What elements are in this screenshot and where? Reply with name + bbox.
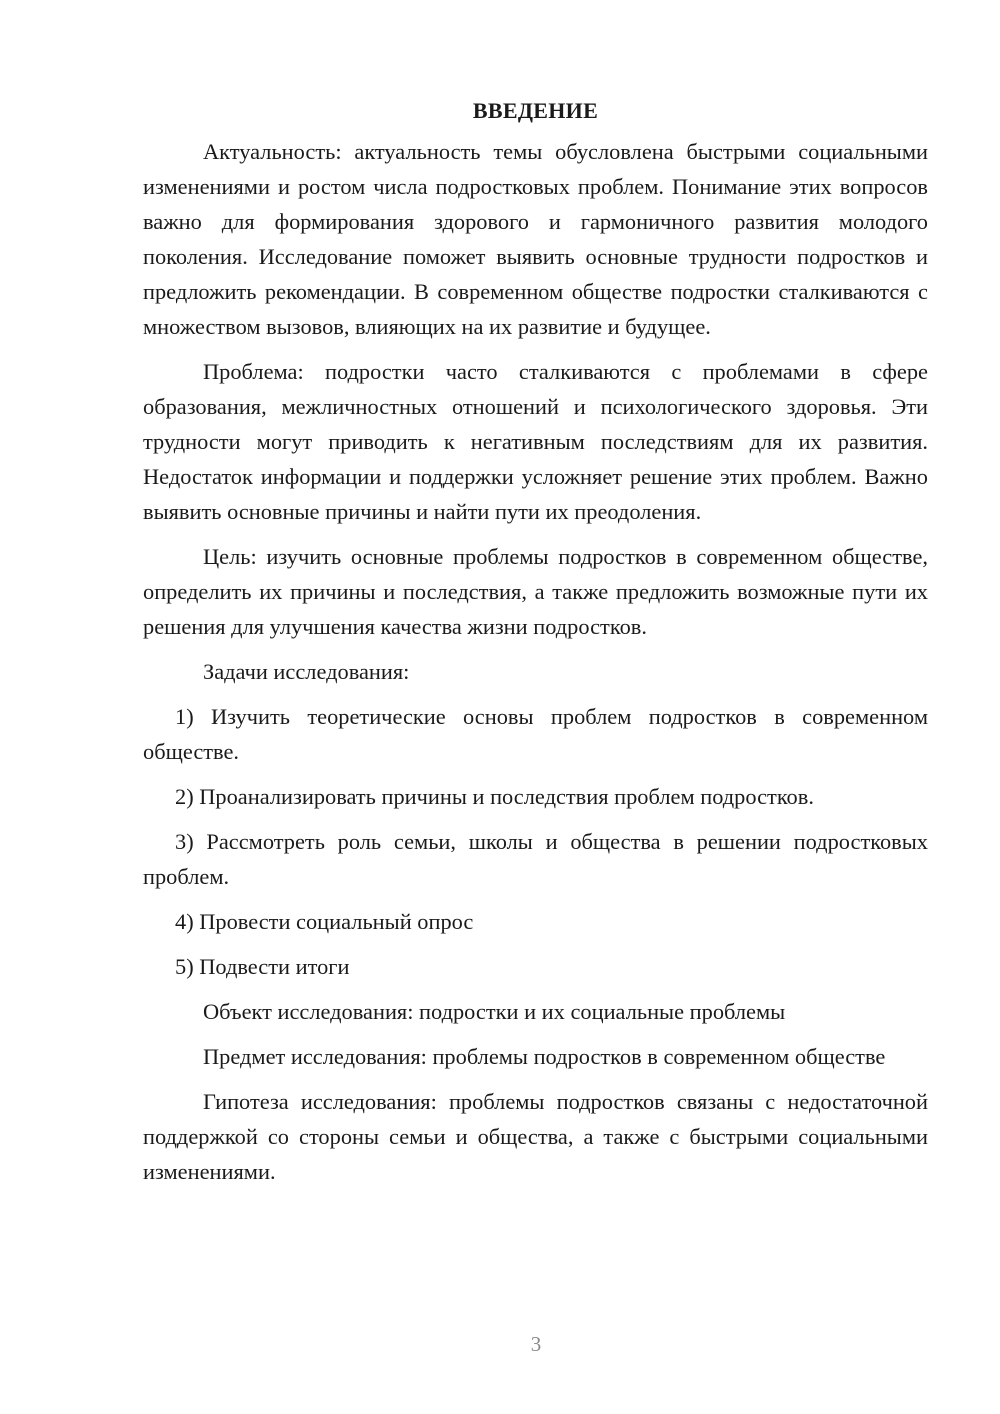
object-paragraph: Объект исследования: подростки и их социальные проблемы — [203, 999, 786, 1024]
goal-paragraph: Цель: изучить основные проблемы подростков в современном обществе, определить их причины и последствия, а также предложить возможные пути их решения для улучшения качества жизни подростков. — [143, 544, 928, 639]
page-content — [143, 96, 928, 1199]
task-item: 5) Подвести итоги — [175, 954, 350, 979]
tasks-heading: Задачи исследования: — [203, 659, 410, 684]
task-item: 3) Рассмотреть роль семьи, школы и общества в решении подростковых проблем. — [143, 829, 928, 889]
section-title: ВВЕДЕНИЕ — [472, 98, 599, 123]
task-item: 2) Проанализировать причины и последствия проблем подростков. — [175, 784, 814, 809]
relevance-paragraph: Актуальность: актуальность темы обусловлена быстрыми социальными изменениями и ростом числа подростковых проблем. Понимание этих вопросов важно для формирования здорового и гармоничного развития молодого поколения. Исследование поможет выявить основные трудности подростков и предложить рекомендации. В современном обществе подростки сталкиваются с множеством вызовов, влияющих на их развитие и будущее. — [143, 139, 928, 339]
hypothesis-paragraph: Гипотеза исследования: проблемы подростков связаны с недостаточной поддержкой со стороны семьи и общества, а также с быстрыми социальными изменениями. — [143, 1089, 928, 1184]
page-number: 3 — [530, 1332, 542, 1356]
task-item: 1) Изучить теоретические основы проблем подростков в современном обществе. — [143, 704, 928, 764]
subject-paragraph: Предмет исследования: проблемы подростков в современном обществе — [203, 1044, 886, 1069]
problem-paragraph: Проблема: подростки часто сталкиваются с проблемами в сфере образования, межличностных отношений и психологического здоровья. Эти трудности могут приводить к негативным последствиям для их развития. Недостаток информации и поддержки усложняет решение этих проблем. Важно выявить основные причины и найти пути их преодоления. — [143, 359, 928, 524]
task-item: 4) Провести социальный опрос — [175, 909, 474, 934]
